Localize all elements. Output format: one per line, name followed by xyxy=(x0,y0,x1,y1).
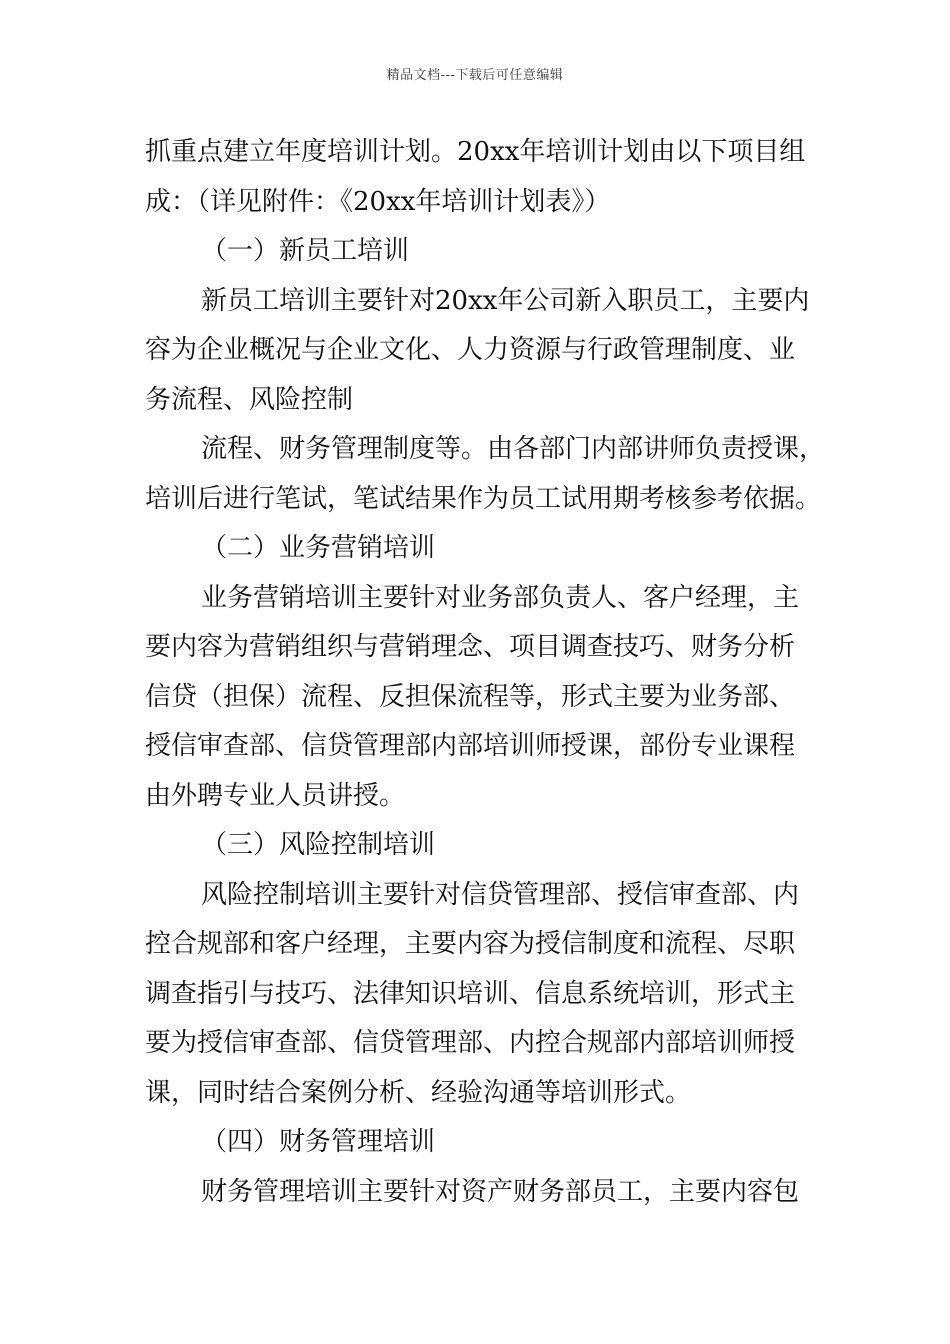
page-header: 精品文档---下载后可任意编辑 xyxy=(386,68,564,83)
text-line: 务流程、风险控制 xyxy=(145,384,354,415)
text-line: 要内容为营销组织与营销理念、项目调查技巧、财务分析 xyxy=(145,632,796,662)
text-line: 要为授信审查部、信贷管理部、内控合规部内部培训师授 xyxy=(145,1028,796,1058)
text-line: 容为企业概况与企业文化、人力资源与行政管理制度、业 xyxy=(145,335,796,365)
text-line: 业务营销培训主要针对业务部负责人、客户经理，主 xyxy=(201,582,800,613)
text-line: 信贷（担保）流程、反担保流程等，形式主要为业务部、 xyxy=(145,681,796,712)
section-heading: （三）风险控制培训 xyxy=(201,830,436,860)
text-line: 授信审查部、信贷管理部内部培训师授课，部份专业课程 xyxy=(145,731,796,761)
text-line: 成：（详见附件：《20xx年培训计划表》） xyxy=(145,186,611,217)
text-line: 财务管理培训主要针对资产财务部员工，主要内容包 xyxy=(201,1176,800,1207)
text-line: 调查指引与技巧、法律知识培训、信息系统培训，形式主 xyxy=(145,978,796,1009)
section-heading: （四）财务管理培训 xyxy=(201,1127,436,1157)
text-line: 新员工培训主要针对20xx年公司新入职员工，主要内 xyxy=(201,285,810,316)
text-line: 课，同时结合案例分析、经验沟通等培训形式。 xyxy=(145,1077,692,1108)
section-heading: （二）业务营销培训 xyxy=(201,533,436,563)
text-line: 风险控制培训主要针对信贷管理部、授信审查部、内 xyxy=(201,879,800,910)
text-line: 抓重点建立年度培训计划。20xx年培训计划由以下项目组 xyxy=(145,137,806,167)
section-heading: （一）新员工培训 xyxy=(201,236,410,266)
text-line: 培训后进行笔试，笔试结果作为员工试用期考核参考依据。 xyxy=(145,483,822,514)
text-line: 控合规部和客户经理，主要内容为授信制度和流程、尽职 xyxy=(145,929,796,959)
text-line: 流程、财务管理制度等。由各部门内部讲师负责授课， xyxy=(201,434,826,464)
document-body xyxy=(145,128,826,1217)
text-line: 由外聘专业人员讲授。 xyxy=(145,780,406,811)
